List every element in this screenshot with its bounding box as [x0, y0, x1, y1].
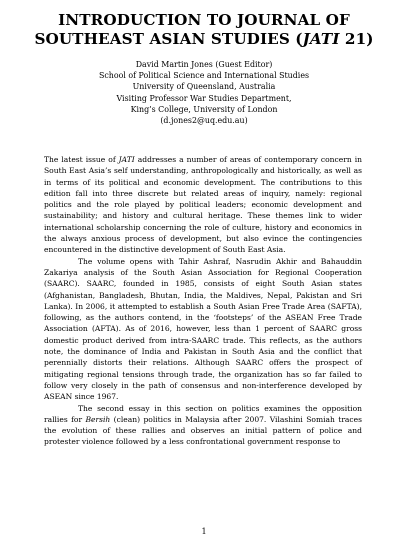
author-visiting-role: Visiting Professor War Studies Department,: [116, 93, 292, 103]
author-school: School of Political Science and International Studies: [98, 71, 310, 81]
paragraph-3: [44, 403, 362, 448]
title-line-1: INTRODUCTION TO JOURNAL OF: [58, 11, 350, 29]
body-text: [44, 154, 362, 448]
journal-name-italic: JATI: [118, 155, 135, 164]
title-line-2: [20, 30, 388, 49]
paragraph-1: [44, 154, 362, 256]
paragraph-3-start: The second essay in this section on politics examines the opposition rallies for: [44, 403, 362, 424]
author-college: King’s College, University of London: [130, 104, 278, 114]
author-block: [40, 59, 368, 126]
page-number: 1: [201, 527, 207, 536]
author-email: (d.jones2@uq.edu.au): [160, 116, 248, 126]
title-journal-abbrev: JATI: [302, 30, 340, 48]
author-university: University of Queensland, Australia: [132, 82, 276, 92]
paragraph-1-start: The latest issue of: [44, 155, 119, 164]
paragraph-2: The volume opens with Tahir Ashraf, Nasrudin Akhir and Bahauddin Zakariya analysis of the South Asian Association for Regional Cooperation (SAARC). SAARC, founded in 1985, consists of eight South Asian states (Afghanistan, Bangladesh, Bhutan, India, the Maldives, Nepal, Pakistan and Sri Lanka). In 2006, it attempted to establish a South Asian Free Trade Area (SAFTA), following, as the authors contend, in the ‘footsteps’ of the ASEAN Free Trade Association (AFTA). As of 2016, however, less than 1 percent of SAARC gross domestic product derived from intra-SAARC trade. This reflects, as the authors note, the dominance of India and Pakistan in South Asia and the conflict that perennially distorts their relations. Although SAARC offers the prospect of mitigating regional tensions through trade, the organization has so far failed to follow very closely in the path of consensus and non-interference developed by ASEAN since 1967.: [44, 256, 362, 402]
title-issue-number: 21): [339, 30, 374, 48]
title-line-2-text: SOUTHEAST ASIAN STUDIES (: [34, 30, 303, 48]
paragraph-1-rest: addresses a number of areas of contemporary concern in South East Asia’s self understanding, anthropologically and historically, as well as in terms of its political and economic development. The contributions to this edition fall into three discrete but related areas of inquiry, namely: regional politics and the role played by political leaders; economic development and sustainability; and history and cultural heritage. These themes link to wider international scholarship concerning the role of culture, history and economics in the always anxious process of development, but also evince the contingencies encountered in the distinctive development of South East Asia.: [44, 155, 362, 255]
paragraph-3-rest: (clean) politics in Malaysia after 2007. Vilashini Somiah traces the evolution of these rallies and observes an initial pattern of police and protester violence followed by a less confrontational government response to: [44, 414, 362, 447]
bersih-italic: Bersih: [85, 414, 111, 424]
author-name: David Martin Jones (Guest Editor): [135, 60, 273, 69]
paper-title: [20, 11, 388, 49]
